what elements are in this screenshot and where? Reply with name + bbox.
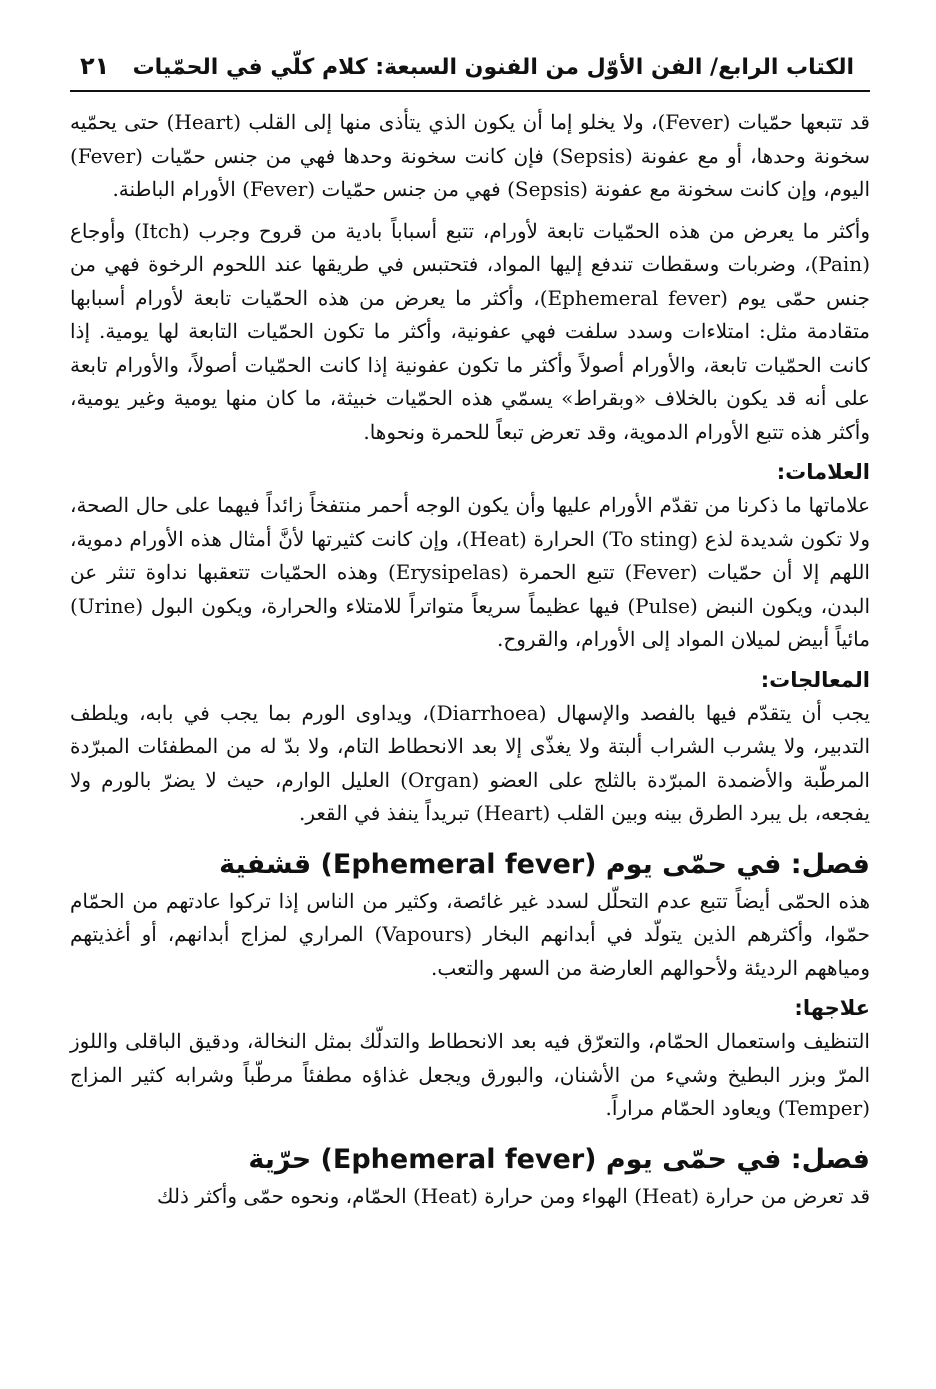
subheading-treatments: المعالجات: — [760, 667, 870, 692]
section-title: فصل: في حمّى يوم (Ephemeral fever) قشفية — [219, 848, 870, 880]
subheading-treatment: علاجها: — [794, 996, 870, 1020]
paragraph: يجب أن يتقدّم فيها بالفصد والإسهال (Diarrhoea)، ويداوى الورم بما يجب في بابه، ويلطف التدبير، ولا يشرب الشراب ألبتة ولا يغذّى إلا بعد الانحطاط التام، ولا بدّ له من المطفئات المبرّدة المرطّبة والأضمدة المبرّدة بالثلج على العضو (Organ) العليل الوارم، حيث لا يضرّ بالورم ولا يفجعه، بل يبرد الطرق بينه وبين القلب (Heart) تبريداً ينفذ في القعر. — [70, 700, 870, 825]
header-rule — [70, 90, 870, 92]
page-header — [70, 52, 870, 86]
paragraph: قد تعرض من حرارة (Heat) الهواء ومن حرارة (Heat) الحمّام، ونحوه حمّى وأكثر ذلك — [157, 1183, 870, 1208]
section-title: فصل: في حمّى يوم (Ephemeral fever) حرّية — [248, 1143, 870, 1175]
paragraph: وأكثر ما يعرض من هذه الحمّيات تابعة لأورام، تتبع أسباباً بادية من قروح وجرب (Itch) وأوجاع (Pain)، وضربات وسقطات تندفع إليها المواد، فتحتبس في طريقها عند اللحوم الرخوة فهي من جنس حمّى يوم (Ephemeral fever)، وأكثر ما يعرض من هذه الحمّيات تابعة لأورام أسبابها متقادمة مثل: امتلاءات وسدد سلفت فهي عفونية، وأكثر ما تكون الحمّيات التابعة لها يومية. إذا كانت الحمّيات تابعة، والأورام أصولاً وأكثر ما تكون عفونية إذا كانت الحمّيات أصولاً، والأورام تابعة على أنه قد يكون بالخلاف «وبقراط» يسمّي هذه الحمّيات خبيثة، ما كان منها يومية وغير يومية، وأكثر هذه تتبع الأورام الدموية، وقد تعرض تبعاً للحمرة ونحوها. — [70, 218, 871, 444]
paragraph: علاماتها ما ذكرنا من تقدّم الأورام عليها وأن يكون الوجه أحمر منتفخاً زائداً فيهما على حال الصحة، ولا تكون شديدة لذع (To sting) الحرارة (Heat)، وإن كانت كثيرتها لأنَّ أمثال هذه الأورام دموية، اللهم إلا أن حمّيات (Fever) تتبع الحمرة (Erysipelas) وهذه الحمّيات تتعقبها نداوة تنثر عن البدن، ويكون النبض (Pulse) فيها عظيماً سريعاً متواتراً للامتلاء والحرارة، ويكون البول (Urine) مائياً أبيض لميلان المواد إلى الأورام، والقروح. — [70, 493, 870, 651]
paragraph: هذه الحمّى أيضاً تتبع عدم التحلّل لسدد غير غائصة، وكثير من الناس إذا تركوا عادتهم من الحمّام حمّوا، وأكثرهم الذين يتولّد في أبدانهم البخار (Vapours) المراري لمزاج أبدانهم، أو أغذيتهم ومياههم الرديئة ولأحوالهم العارضة من السهر والتعب. — [70, 888, 870, 980]
running-title: الكتاب الرابع/ الفن الأوّل من الفنون السبعة: كلام كلّي في الحمّيات — [132, 55, 854, 80]
paragraph: التنظيف واستعمال الحمّام، والتعرّق فيه بعد الانحطاط والتدلّك بمثل النخالة، ودقيق الباقلى واللوز المرّ وبزر البطيخ وشيء من الأشنان، والبورق ويجعل غذاؤه مطفئاً مرطّباً وشرابه كثير المزاج (Temper) ويعاود الحمّام مراراً. — [70, 1029, 870, 1120]
subheading-signs: العلامات: — [776, 460, 870, 484]
paragraph: قد تتبعها حمّيات (Fever)، ولا يخلو إما أن يكون الذي يتأذى منها إلى القلب (Heart) حتى يحمّيه سخونة وحدها، أو مع عفونة (Sepsis) فإن كانت سخونة وحدها فهي من جنس حمّيات (Fever) اليوم، وإن كانت سخونة مع عفونة (Sepsis) فهي من جنس حمّيات (Fever) الأورام الباطنة. — [70, 110, 870, 201]
page-number: ٢١ — [80, 52, 110, 80]
